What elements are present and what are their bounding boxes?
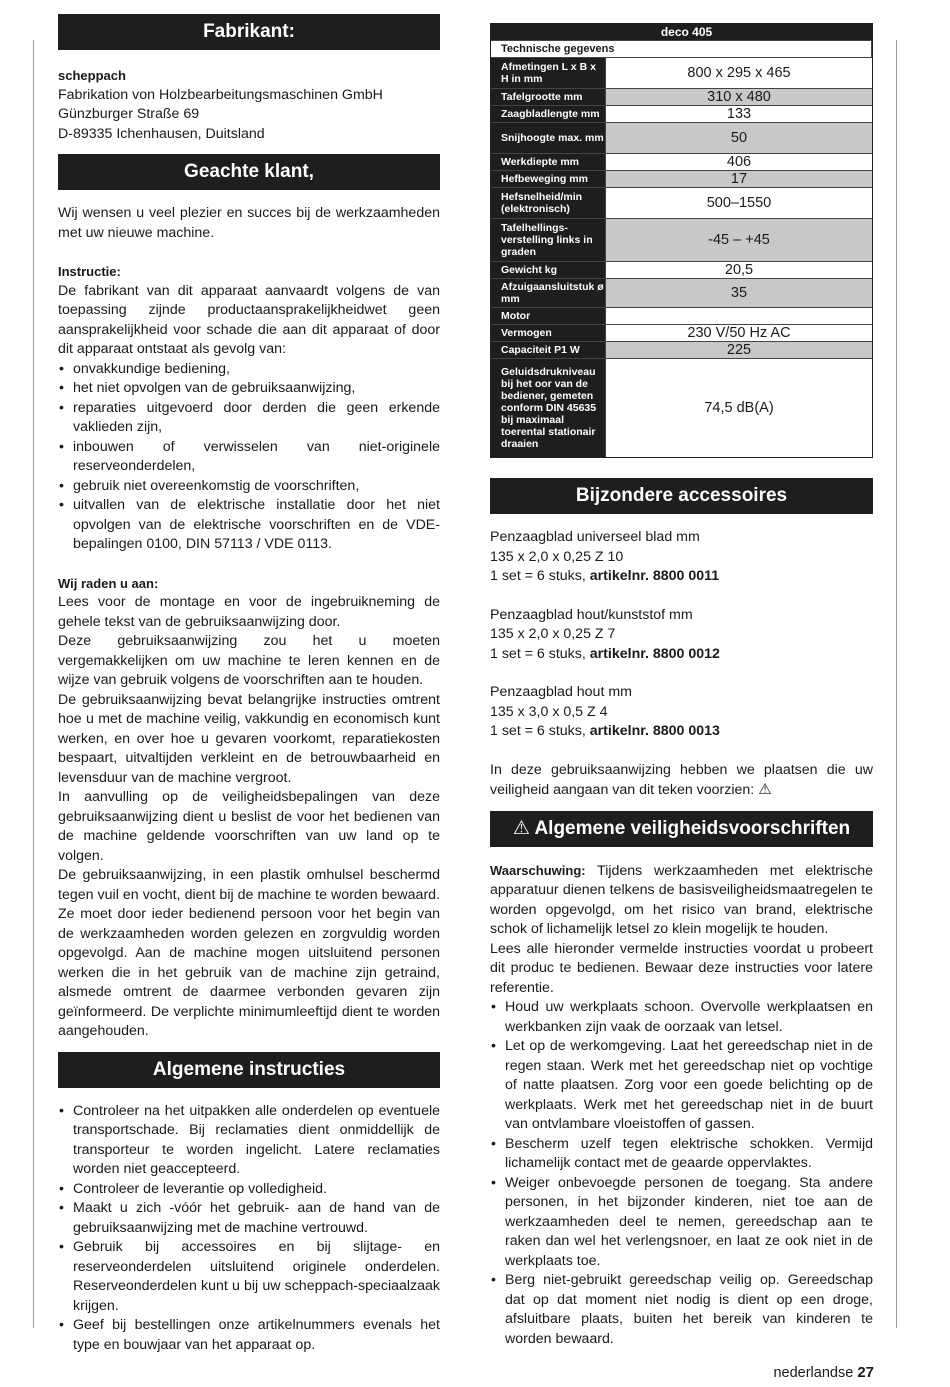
advice-paragraph: Deze gebruiksaanwijzing zou het u moeten vergemakkelijken om uw machine te leren kennen en de wijze van gebruik volgens de voorschriften aan te houden. (58, 633, 440, 688)
spec-label: Hefsnelheid/min (elektronisch) (491, 188, 606, 218)
spec-row (491, 170, 872, 187)
accessory-size: 135 x 3,0 x 0,5 Z 4 (490, 703, 608, 720)
heading-general-instructions: Algemene instructies (58, 1052, 440, 1088)
spec-value: 800 x 295 x 465 (606, 58, 872, 88)
list-item: • Controleer de leverantie op volledigheid. (58, 1180, 440, 1200)
accessory-set (490, 722, 873, 742)
spec-table (490, 23, 873, 458)
list-item: • gebruik niet overeenkomstig de voorschriften, (58, 477, 440, 497)
accessory-name: Penzaagblad universeel blad mm (490, 529, 700, 545)
article-number: artikelnr. 8800 0013 (589, 723, 720, 739)
list-item: • Berg niet-gebruikt gereedschap veilig op. Gereedschap dat op dat moment niet nodig is dient op een droge, afsluitbare plaats, buiten het bereik van kinderen te worden bewaard. (490, 1271, 873, 1349)
list-item: • onvakkundige bediening, (58, 360, 440, 380)
spec-value (606, 308, 872, 324)
spec-row (491, 307, 872, 324)
list-item: • Maakt u zich -vóór het gebruik- aan de hand van de gebruiksaanwijzing met de machine vertrouwd. (58, 1199, 440, 1238)
warning-triangle-icon: ⚠ (512, 817, 530, 839)
advice-label: Wij raden u aan: (58, 575, 159, 591)
spec-label: Afzuigaansluitstuk ø mm (491, 279, 606, 307)
list-item: • reparaties uitgevoerd door derden die geen erkende vaklieden zijn, (58, 399, 440, 438)
accessory-set (490, 567, 873, 587)
list-item: • Houd uw werkplaats schoon. Overvolle werkplaatsen en werkbanken zijn vaak de oorzaak van letsel. (490, 998, 873, 1037)
spec-row (491, 105, 872, 122)
heading-accessories: Bijzondere accessoires (490, 478, 873, 514)
symbol-note-text: In deze gebruiksaanwijzing hebben we plaatsen die uw veiligheid aangaan van dit teken voorzien: (490, 761, 873, 798)
left-margin-line (33, 40, 34, 1328)
spec-value: 230 V/50 Hz AC (606, 325, 872, 341)
spec-value: 20,5 (606, 262, 872, 278)
welcome-text: Wij wensen u veel plezier en succes bij de werkzaamheden met uw nieuwe machine. (58, 205, 440, 241)
company-name: scheppach (58, 68, 126, 83)
spec-section-row (491, 40, 872, 57)
accessory-item (490, 683, 873, 742)
address-line: Fabrikation von Holzbearbeitungsmaschinen GmbH (58, 86, 383, 103)
spec-label: Geluidsdrukniveau bij het oor van de bediener, gemeten conform DIN 45635 bij maximaal toerental stationair draaien (491, 359, 606, 457)
spec-row (491, 324, 872, 341)
right-column (490, 23, 873, 1349)
accessory-name: Penzaagblad hout mm (490, 684, 632, 700)
list-item: • uitvallen van de elektrische installatie door het niet opvolgen van de elektrische voorschriften en de VDE-bepalingen 0100, DIN 57113 / VDE 0113. (58, 496, 440, 555)
set-text: 1 set = 6 stuks, (490, 568, 590, 584)
heading-dear-customer: Geachte klant, (58, 154, 440, 190)
accessory-item (490, 528, 873, 587)
instructie-list (58, 360, 440, 555)
heading-safety (490, 811, 873, 847)
spec-label: Snijhoogte max. mm (491, 123, 606, 153)
safety-list (490, 998, 873, 1349)
spec-label: Tafelgrootte mm (491, 89, 606, 105)
instructie-label: Instructie: (58, 264, 121, 279)
list-item: • Bescherm uzelf tegen elektrische schokken. Vermijd lichamelijk contact met de geaarde oppervlaktes. (490, 1135, 873, 1174)
spec-label: Werkdiepte mm (491, 154, 606, 170)
list-item: • Geef bij bestellingen onze artikelnummers evenals het type en bouwjaar van het apparaat op. (58, 1316, 440, 1355)
spec-table-title: deco 405 (491, 24, 872, 40)
advice-paragraph: Lees voor de montage en voor de ingebruikneming de gehele tekst van de gebruiksaanwijzing door. (58, 594, 440, 630)
spec-label: Tafelhellings-verstelling links in graden (491, 219, 606, 261)
spec-label: Motor (491, 308, 606, 324)
accessory-name: Penzaagblad hout/kunststof mm (490, 606, 693, 623)
list-item: • Let op de werkomgeving. Laat het gereedschap niet in de regen staan. Werk met het gereedschap niet op vochtige of natte plaatsen. Zorg voor een goede belichting op de werkplaats. Werk met het gereedschap niet in de buurt van ontvlambare vloeistoffen of gassen. (490, 1037, 873, 1135)
warning-triangle-icon: ⚠ (758, 781, 772, 798)
list-item: • Weiger onbevoegde personen de toegang. Sta andere personen, in het bijzonder kinderen, niet toe aan de werkzaamheden deel te nemen, gereedschap aan te raken dan wel het verlengsnoer, en laat ze ook niet in de werkplaats toe. (490, 1174, 873, 1272)
accessory-size: 135 x 2,0 x 0,25 Z 7 (490, 626, 616, 642)
spec-label: Capaciteit P1 W (491, 342, 606, 358)
spec-row (491, 88, 872, 105)
spec-row (491, 341, 872, 358)
spec-label: Afmetingen L x B x H in mm (491, 58, 606, 88)
spec-row (491, 153, 872, 170)
address-line: D-89335 Ichenhausen, Duitsland (58, 125, 265, 142)
general-list (58, 1102, 440, 1356)
accessory-size: 135 x 2,0 x 0,25 Z 10 (490, 548, 624, 565)
spec-label: Zaagbladlengte mm (491, 106, 606, 122)
spec-value: 310 x 480 (606, 89, 872, 105)
warning-label: Waarschuwing: (490, 862, 586, 878)
spec-row (491, 57, 872, 88)
instructie-text: De fabrikant van dit apparaat aanvaardt volgens de van toepassing zijnde productaansprakelijkheidwet geen aansprakelijkheid voor schade die aan dit apparaat of door dit apparaat ontstaat als gevolg van: (58, 282, 440, 357)
spec-row (491, 218, 872, 261)
page-footer (773, 1364, 874, 1381)
article-number: artikelnr. 8800 0011 (589, 568, 720, 584)
spec-label: Hefbeweging mm (491, 171, 606, 187)
spec-rows (491, 57, 872, 457)
spec-row (491, 278, 872, 307)
footer-language: nederlandse (773, 1365, 854, 1381)
accessory-set (490, 645, 873, 665)
advice-paragraph: In aanvulling op de veiligheidsbepalingen van deze gebruiksaanwijzing dient u beslist de voor het bedienen van de machine geldende voorschriften van uw land op te volgen. (58, 789, 440, 864)
spec-value: 35 (606, 279, 872, 307)
spec-value: 17 (606, 171, 872, 187)
advice-paragraph: De gebruiksaanwijzing, in een plastik omhulsel beschermd tegen vuil en vocht, dient bij de machine te worden bewaard. Ze moet door ieder bedienend persoon voor het begin van de werkzaamheden worden gelezen en zorgvuldig worden opgevolgd. Aan de machine mogen uitsluitend personen werken die in het gebruik van de machine zijn getraind, alsmede omtrent de daarmee verbonden gevaren zijn geïnformeerd. De verplichte minimumleeftijd dient te worden aangehouden. (58, 867, 440, 1039)
spec-value: 133 (606, 106, 872, 122)
spec-value: 500–1550 (606, 188, 872, 218)
spec-value: -45 – +45 (606, 219, 872, 261)
spec-value: 50 (606, 123, 872, 153)
right-margin-line (896, 40, 897, 1328)
spec-label: Gewicht kg (491, 262, 606, 278)
spec-row (491, 261, 872, 278)
warning-text: Tijdens werkzaamheden met elektrische apparatuur dienen telkens de basisveiligheidsmaatregelen te worden opgevolgd, om het risico van brand, elektrische schok of lichamelijk letsel zo klein mogelijk te houden. (490, 862, 873, 937)
page-number: 27 (857, 1364, 874, 1381)
read-instructions-text: Lees alle hieronder vermelde instructies voordat u probeert dit produc te bedienen. Bewaar deze instructies voor latere referentie. (490, 940, 873, 996)
spec-row (491, 358, 872, 457)
symbol-note (490, 761, 873, 801)
spec-row (491, 187, 872, 218)
advice-paragraph: De gebruiksaanwijzing bevat belangrijke instructies omtrent hoe u met de machine veilig, vakkundig en economisch kunt werken, en over hoe u gevaren voorkomt, reparatiekosten bespaart, uitvaltijden verkleint en de betrouwbaarheid en levensduur van de machine vergroot. (58, 691, 440, 786)
heading-manufacturer: Fabrikant: (58, 14, 440, 50)
heading-safety-text: Algemene veiligheidsvoorschriften (534, 817, 851, 839)
spec-section-label: Technische gegevens (491, 41, 872, 57)
list-item: • Gebruik bij accessoires en bij slijtage- en reserveonderdelen uitsluitend originele onderdelen. Reserveonderdelen kunt u bij uw scheppach-speciaalzaak krijgen. (58, 1238, 440, 1316)
list-item: • Controleer na het uitpakken alle onderdelen op eventuele transportschade. Bij reclamaties dient onmiddellijk de transporteur te worden ingelicht. Latere reclamaties worden niet geaccepteerd. (58, 1102, 440, 1180)
set-text: 1 set = 6 stuks, (490, 645, 590, 662)
accessory-item (490, 606, 873, 665)
article-number: artikelnr. 8800 0012 (589, 645, 720, 662)
spec-value: 225 (606, 342, 872, 358)
spec-label: Vermogen (491, 325, 606, 341)
spec-value: 406 (606, 154, 872, 170)
spec-value: 74,5 dB(A) (606, 359, 872, 457)
left-column (58, 14, 440, 1355)
warning-paragraph (490, 861, 873, 940)
spec-row (491, 122, 872, 153)
address-line: Günzburger Straße 69 (58, 106, 200, 122)
set-text: 1 set = 6 stuks, (490, 723, 590, 739)
list-item: • inbouwen of verwisselen van niet-originele reserveonderdelen, (58, 438, 440, 477)
list-item: • het niet opvolgen van de gebruiksaanwijzing, (58, 379, 440, 399)
